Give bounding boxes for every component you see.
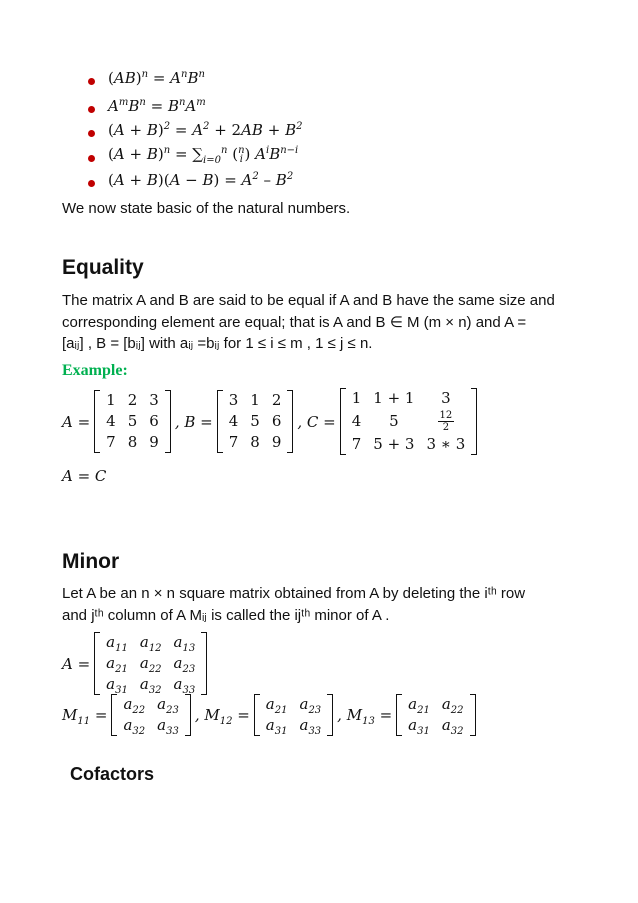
section-heading-cofactors: Cofactors <box>70 764 155 784</box>
matrix-cell: 4 <box>106 412 116 430</box>
matrix-cell: 5 <box>389 412 399 430</box>
matrix-row <box>346 388 472 409</box>
matrix-cell: 3 <box>228 391 239 409</box>
matrix-row <box>260 694 327 715</box>
bullet-dot <box>88 130 95 137</box>
intro-text: We now state basic of the natural numbers. <box>62 200 351 217</box>
equality-paragraph-line-2: corresponding element are equal; that is A and B ∈ M (m × n) and A = <box>62 314 527 331</box>
minor-matrices-row <box>62 694 476 736</box>
matrix-cell: 1 <box>250 391 260 409</box>
matrix-cell: 2 <box>127 391 138 409</box>
matrix-cell: 9 <box>149 433 159 451</box>
matrix-cell: $a_{22}$ <box>123 695 146 716</box>
matrix-cell: $a_{23}$ <box>173 654 196 675</box>
matrix-row <box>100 390 165 411</box>
example-label: Example: <box>62 362 128 379</box>
equality-paragraph-line-1: The matrix A and B are said to be equal if A and B have the same size and <box>62 292 555 309</box>
matrix-cell: 1 <box>351 389 362 407</box>
matrix-cell: 7 <box>351 435 362 453</box>
matrix-row <box>100 411 165 432</box>
matrix-row <box>346 409 472 434</box>
minor-paragraph-line-1: Let A be an n × n square matrix obtained from A by deleting the iᵗʰ row <box>62 585 526 602</box>
bullet-dot <box>88 155 95 162</box>
matrix-row <box>100 653 201 674</box>
matrix-cell: $a_{21}$ <box>265 695 288 716</box>
identity-2: $A^mB^n = B^nA^m$ <box>108 97 206 115</box>
matrix-row <box>223 411 288 432</box>
minor-matrix-a-row <box>62 632 207 695</box>
matrix-cell: $a_{31}$ <box>265 716 288 737</box>
minor-matrix-a <box>94 632 207 695</box>
identity-3: $(A + B)^2 = A^2 + 2AB + B^2$ <box>108 121 303 139</box>
m12-label: , $M_{12}$ = <box>194 706 250 727</box>
matrix-row <box>100 674 201 695</box>
matrix-m13 <box>396 694 475 736</box>
matrix-row <box>117 715 184 736</box>
equality-paragraph-line-3: [aᵢⱼ] , B = [bᵢⱼ] with aᵢⱼ =bᵢⱼ for 1 ≤ i ≤ m , 1 ≤ j ≤ n. <box>62 335 373 352</box>
matrix-cell: $\frac{12}{2}$ <box>439 410 453 433</box>
minor-matrix-a-label: A = <box>62 654 91 673</box>
matrix-cell: $a_{23}$ <box>157 695 179 716</box>
m11-label: $M_{11}$ = <box>62 706 108 727</box>
matrix-cell: 4 <box>228 412 239 430</box>
matrix-cell: $a_{31}$ <box>408 716 430 737</box>
matrix-cell: 8 <box>250 433 260 451</box>
matrix-row <box>117 694 184 715</box>
matrix-cell: 5 <box>127 412 138 430</box>
identity-5: $(A + B)(A - B) = A^2 - B^2$ <box>108 171 294 189</box>
matrix-cell: $a_{33}$ <box>299 716 322 737</box>
matrix-cell: 5 + 3 <box>373 435 415 453</box>
section-heading-equality: Equality <box>62 256 144 279</box>
matrix-cell: 4 <box>351 412 362 430</box>
matrix-row <box>346 434 472 455</box>
matrix-cell: $a_{12}$ <box>139 633 162 654</box>
matrix-row <box>223 390 288 411</box>
bullet-dot <box>88 180 95 187</box>
matrix-m11 <box>111 694 190 736</box>
bullet-dot <box>88 106 95 113</box>
matrix-cell: $a_{21}$ <box>408 695 430 716</box>
identity-4: $(A + B)^n = \sum_{i=0}^n$ (n i ) $A^iB^{n-i}$ <box>108 145 299 166</box>
matrix-b-label: , B = <box>174 412 213 431</box>
matrix-cell: $a_{21}$ <box>106 654 128 675</box>
matrix-cell: $a_{22}$ <box>441 695 464 716</box>
matrix-cell: 2 <box>271 391 282 409</box>
matrix-row <box>260 715 327 736</box>
matrix-cell: 7 <box>228 433 239 451</box>
matrix-cell: $a_{23}$ <box>299 695 322 716</box>
matrix-cell: 1 + 1 <box>373 389 415 407</box>
matrix-row <box>100 432 165 453</box>
matrix-cell: $a_{31}$ <box>106 675 128 696</box>
matrix-c <box>340 388 478 455</box>
equality-conclusion: A = C <box>62 467 107 485</box>
matrix-row <box>402 715 469 736</box>
matrix-cell: 3 <box>441 389 451 407</box>
m13-label: , $M_{13}$ = <box>337 706 393 727</box>
matrix-cell: 8 <box>127 433 138 451</box>
matrix-row <box>223 432 288 453</box>
matrix-b <box>217 390 294 453</box>
matrix-a-label: A = <box>62 412 91 431</box>
bullet-dot <box>88 78 95 85</box>
identity-1: $(AB)^n = A^nB^n$ <box>108 69 205 87</box>
matrix-cell: $a_{11}$ <box>106 633 128 654</box>
matrix-a <box>94 390 171 453</box>
matrix-cell: $a_{22}$ <box>139 654 162 675</box>
matrix-cell: 3 <box>149 391 159 409</box>
matrix-cell: $a_{32}$ <box>139 675 162 696</box>
matrix-cell: 3 ∗ 3 <box>426 435 466 453</box>
matrix-c-label: , C = <box>297 412 336 431</box>
matrix-cell: $a_{33}$ <box>157 716 179 737</box>
matrix-cell: $a_{32}$ <box>441 716 464 737</box>
equality-matrices <box>62 388 477 455</box>
matrix-cell: $a_{13}$ <box>173 633 196 654</box>
matrix-cell: 5 <box>250 412 260 430</box>
matrix-row <box>100 632 201 653</box>
matrix-cell: 1 <box>106 391 116 409</box>
matrix-row <box>402 694 469 715</box>
matrix-cell: $a_{32}$ <box>123 716 146 737</box>
section-heading-minor: Minor <box>62 550 120 573</box>
matrix-cell: $a_{33}$ <box>173 675 196 696</box>
minor-paragraph-line-2: and jᵗʰ column of A Mᵢⱼ is called the ijᵗʰ minor of A . <box>62 607 390 624</box>
matrix-cell: 9 <box>271 433 282 451</box>
matrix-cell: 7 <box>106 433 116 451</box>
matrix-cell: 6 <box>271 412 282 430</box>
matrix-m12 <box>254 694 333 736</box>
matrix-cell: 6 <box>149 412 159 430</box>
